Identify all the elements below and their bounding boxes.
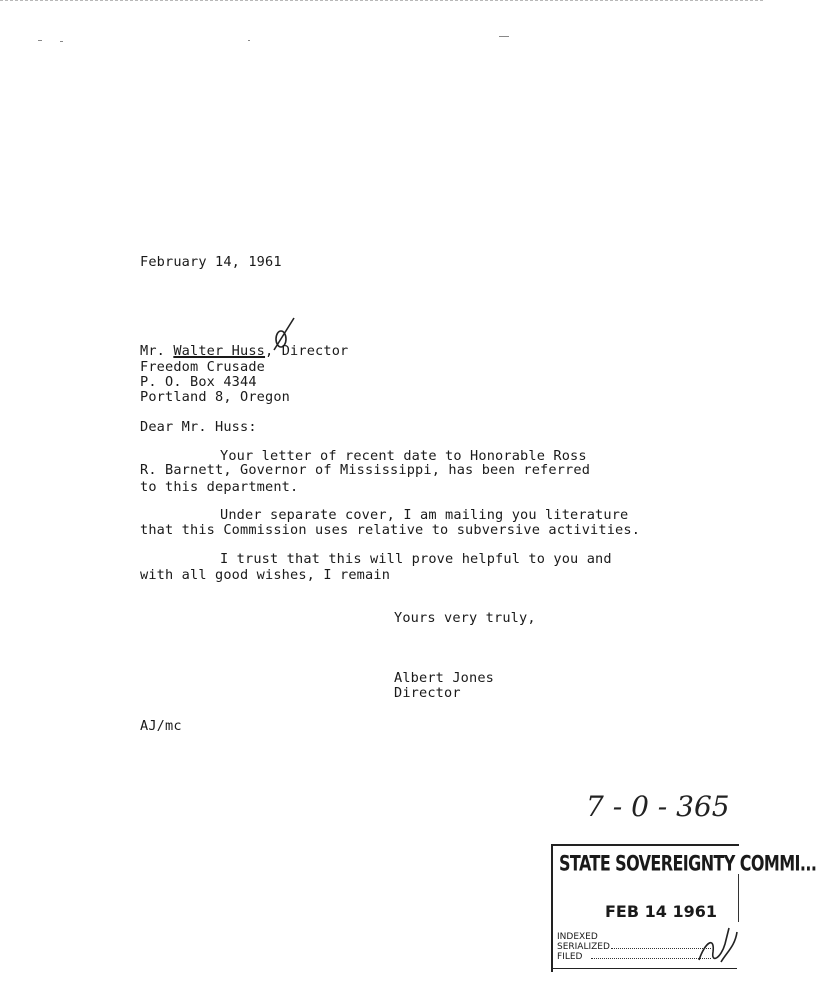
recipient-name-line bbox=[140, 343, 348, 359]
letter-date: February 14, 1961 bbox=[140, 254, 282, 270]
salutation: Dear Mr. Huss: bbox=[140, 419, 257, 435]
stamp-title: STATE SOVEREIGNTY COMMI... bbox=[559, 850, 816, 876]
stamp-border bbox=[551, 844, 553, 972]
paragraph-line: to this department. bbox=[140, 479, 299, 495]
paragraph-line: R. Barnett, Governor of Mississippi, has been referred bbox=[140, 462, 591, 478]
stamp-serialized: SERIALIZED bbox=[557, 942, 610, 952]
scan-speck bbox=[38, 40, 42, 41]
handwritten-file-number: 7 - 0 - 365 bbox=[586, 790, 730, 823]
scan-top-edge bbox=[0, 0, 763, 1]
signer-name: Albert Jones bbox=[394, 670, 495, 686]
paragraph-line: Under separate cover, I am mailing you literature bbox=[220, 507, 629, 523]
scan-speck bbox=[499, 36, 509, 37]
stamp-filed: FILED bbox=[557, 952, 583, 962]
scan-speck bbox=[248, 40, 250, 41]
paragraph-line: I trust that this will prove helpful to you and bbox=[220, 551, 612, 567]
closing: Yours very truly, bbox=[394, 610, 536, 626]
stamp-date: FEB 14 1961 bbox=[605, 902, 717, 921]
paragraph-line: Your letter of recent date to Honorable Ross bbox=[220, 448, 587, 464]
signer-title: Director bbox=[394, 685, 461, 701]
recipient-prefix: Mr. bbox=[140, 343, 174, 359]
paragraph-line: with all good wishes, I remain bbox=[140, 567, 391, 583]
typist-initials: AJ/mc bbox=[140, 718, 182, 734]
recipient-org: Freedom Crusade bbox=[140, 359, 266, 375]
recipient-city: Portland 8, Oregon bbox=[140, 389, 291, 405]
recipient-title: , Director bbox=[265, 343, 349, 359]
stamp-indexed: INDEXED bbox=[557, 932, 598, 942]
handwritten-initials-mark bbox=[691, 922, 741, 972]
paragraph-line: that this Commission uses relative to subversive activities. bbox=[140, 522, 641, 538]
scan-speck bbox=[60, 41, 63, 42]
recipient-name: Walter Huss bbox=[173, 343, 266, 359]
recipient-po-box: P. O. Box 4344 bbox=[140, 374, 257, 390]
stamp-border bbox=[738, 874, 739, 922]
stamp-border bbox=[551, 844, 739, 846]
received-stamp bbox=[551, 844, 816, 974]
